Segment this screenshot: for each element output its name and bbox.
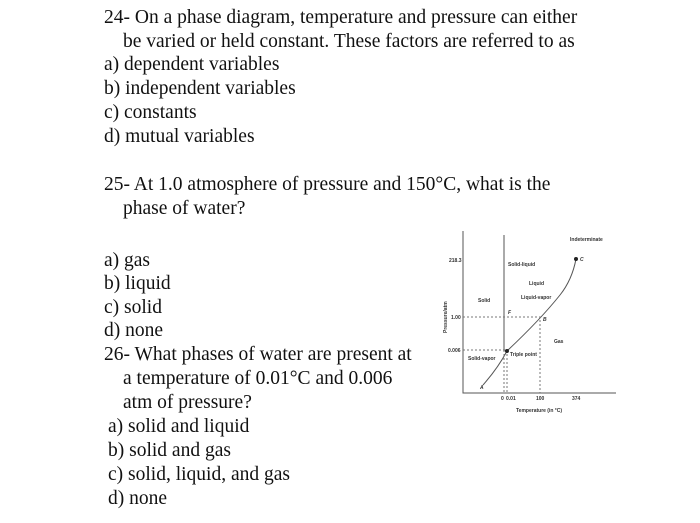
q26-option-b: b) solid and gas (108, 440, 231, 461)
q26-option-c: c) solid, liquid, and gas (108, 464, 290, 485)
label-triple-point: Triple point (510, 352, 537, 358)
point-f: F (508, 310, 512, 316)
region-solid: Solid (478, 298, 491, 304)
q25-option-c: c) solid (104, 297, 162, 318)
q26-option-d: d) none (108, 488, 168, 509)
critical-point-marker (574, 257, 578, 261)
q24-option-a: a) dependent variables (104, 54, 280, 75)
q25-line-2: phase of water? (123, 198, 246, 219)
triple-point-marker (505, 349, 509, 353)
q26-line-2: a temperature of 0.01°C and 0.006 (123, 368, 393, 389)
q25-option-a: a) gas (104, 250, 151, 271)
xtick-374: 374 (572, 396, 581, 402)
x-axis-label: Temperature (in °C) (516, 408, 563, 414)
ytick-1: 1.00 (451, 315, 461, 321)
point-b: B (543, 317, 547, 323)
q26-option-a: a) solid and liquid (108, 416, 250, 437)
region-liquid: Liquid (529, 281, 544, 287)
q25-line-1: 25- At 1.0 atmosphere of pressure and 150°C, what is the (104, 174, 551, 195)
xtick-001: 0.01 (506, 396, 516, 402)
q24-option-d: d) mutual variables (104, 126, 255, 147)
q24-option-c: c) constants (104, 102, 197, 123)
q25-option-d: d) none (104, 320, 164, 341)
ytick-0006: 0.006 (448, 348, 461, 354)
q25-option-b: b) liquid (104, 273, 171, 294)
ytick-218: 218.3 (449, 258, 462, 264)
region-indeterminate: Indeterminate (570, 237, 603, 243)
region-solid-liquid: Solid-liquid (508, 262, 536, 268)
xtick-0: 0 (501, 396, 504, 402)
q26-line-3: atm of pressure? (123, 392, 252, 413)
region-gas: Gas (554, 339, 564, 345)
q24-line-2: be varied or held constant. These factors are referred to as (123, 31, 575, 52)
xtick-100: 100 (536, 396, 545, 402)
region-liquid-vapor: Liquid-vapor (521, 295, 552, 301)
q24-line-1: 24- On a phase diagram, temperature and pressure can either (104, 7, 578, 28)
vapor-curves (483, 259, 576, 385)
q24-option-b: b) independent variables (104, 78, 296, 99)
solid-liquid-line (504, 235, 508, 351)
point-c: C (580, 257, 584, 263)
q26-line-1: 26- What phases of water are present at (104, 344, 412, 365)
point-a: A (480, 385, 484, 391)
region-solid-vapor: Solid-vapor (468, 356, 496, 362)
y-axis-label: Pressure/atm (443, 301, 449, 333)
